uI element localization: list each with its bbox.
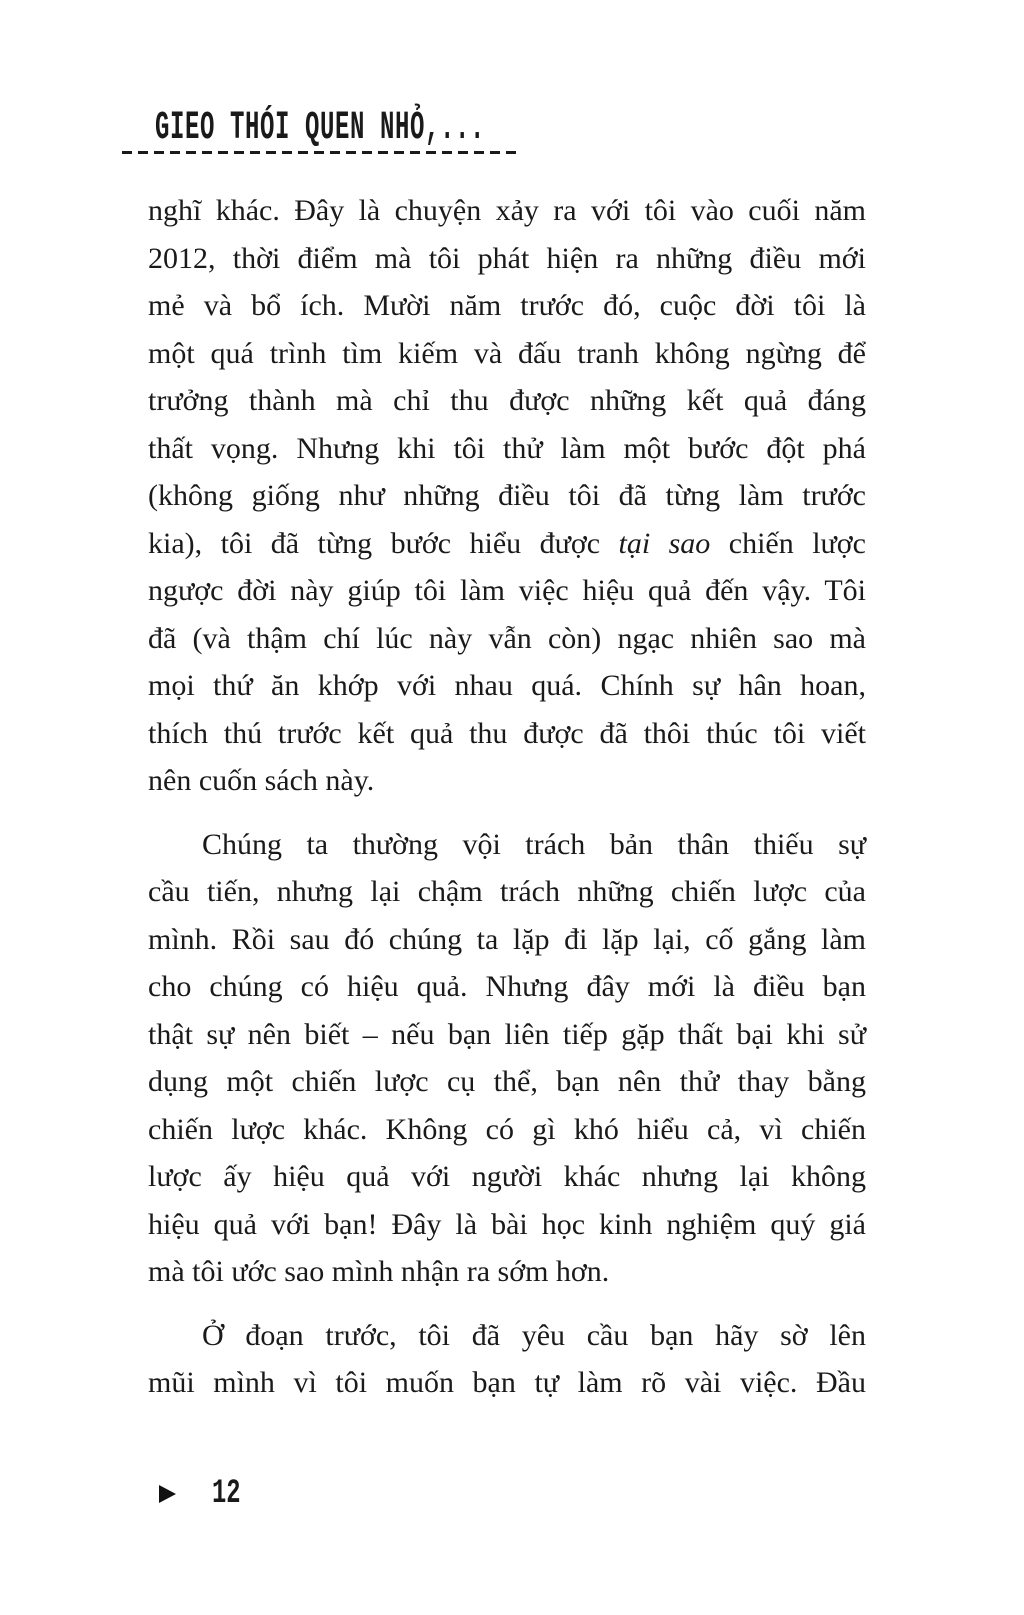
text-line: mẻ và bổ ích. Mười năm trước đó, cuộc đời tôi là [148, 289, 866, 322]
text-line: (không giống như những điều tôi đã từng làm trước [148, 479, 866, 512]
page-number: 12 [212, 1475, 241, 1513]
text-line: nghĩ khác. Đây là chuyện xảy ra với tôi vào cuối năm [148, 194, 866, 227]
right-triangle-icon [159, 1485, 176, 1503]
text-line: trưởng thành mà chỉ thu được những kết quả đáng [148, 384, 866, 417]
paragraph-first-line: Chúng ta thường vội trách bản thân thiếu sự [202, 827, 866, 861]
text-line: mọi thứ ăn khớp với nhau quá. Chính sự hân hoan, [148, 669, 866, 702]
text-line: đã (và thậm chí lúc này vẫn còn) ngạc nhiên sao mà [148, 621, 866, 655]
text-line: thích thú trước kết quả thu được đã thôi thúc tôi viết [148, 716, 866, 750]
body-text-block [148, 187, 866, 1407]
text-line: mũi mình vì tôi muốn bạn tự làm rõ vài việc. Đầu [148, 1366, 866, 1399]
text-line-with-emphasis [148, 520, 866, 568]
text-line: 2012, thời điểm mà tôi phát hiện ra những điều mới [148, 241, 866, 275]
text-line: hiệu quả với bạn! Đây là bài học kinh nghiệm quý giá [148, 1207, 866, 1241]
text-line: dụng một chiến lược cụ thể, bạn nên thử thay bằng [148, 1065, 866, 1098]
text-line: lược ấy hiệu quả với người khác nhưng lại không [148, 1160, 866, 1193]
text-line: ngược đời này giúp tôi làm việc hiệu quả đến vậy. Tôi [148, 574, 866, 607]
text-segment: chiến lược [710, 526, 866, 560]
paragraph-first-line: Ở đoạn trước, tôi đã yêu cầu bạn hãy sờ lên [202, 1318, 866, 1352]
text-segment: kia), tôi đã từng bước hiểu được [148, 526, 619, 560]
text-line: một quá trình tìm kiếm và đấu tranh không ngừng để [148, 336, 866, 370]
page-footer [159, 1477, 253, 1511]
text-line: chiến lược khác. Không có gì khó hiểu cả, vì chiến [148, 1112, 866, 1146]
text-line: thất vọng. Nhưng khi tôi thử làm một bước đột phá [148, 431, 866, 465]
paragraph-last-line: mà tôi ước sao mình nhận ra sớm hơn. [148, 1255, 610, 1288]
text-line: cầu tiến, nhưng lại chậm trách những chiến lược của [148, 875, 866, 908]
running-header-title: GIEO THÓI QUEN NHỎ,... [155, 106, 486, 151]
italic-text-segment: tại sao [618, 526, 711, 560]
text-line: thật sự nên biết – nếu bạn liên tiếp gặp thất bại khi sử [148, 1017, 866, 1051]
header-dashed-divider [122, 151, 518, 154]
text-line: cho chúng có hiệu quả. Nhưng đây mới là điều bạn [148, 970, 866, 1003]
paragraph-last-line: nên cuốn sách này. [148, 764, 375, 797]
text-line: mình. Rồi sau đó chúng ta lặp đi lặp lại, cố gắng làm [148, 922, 866, 956]
